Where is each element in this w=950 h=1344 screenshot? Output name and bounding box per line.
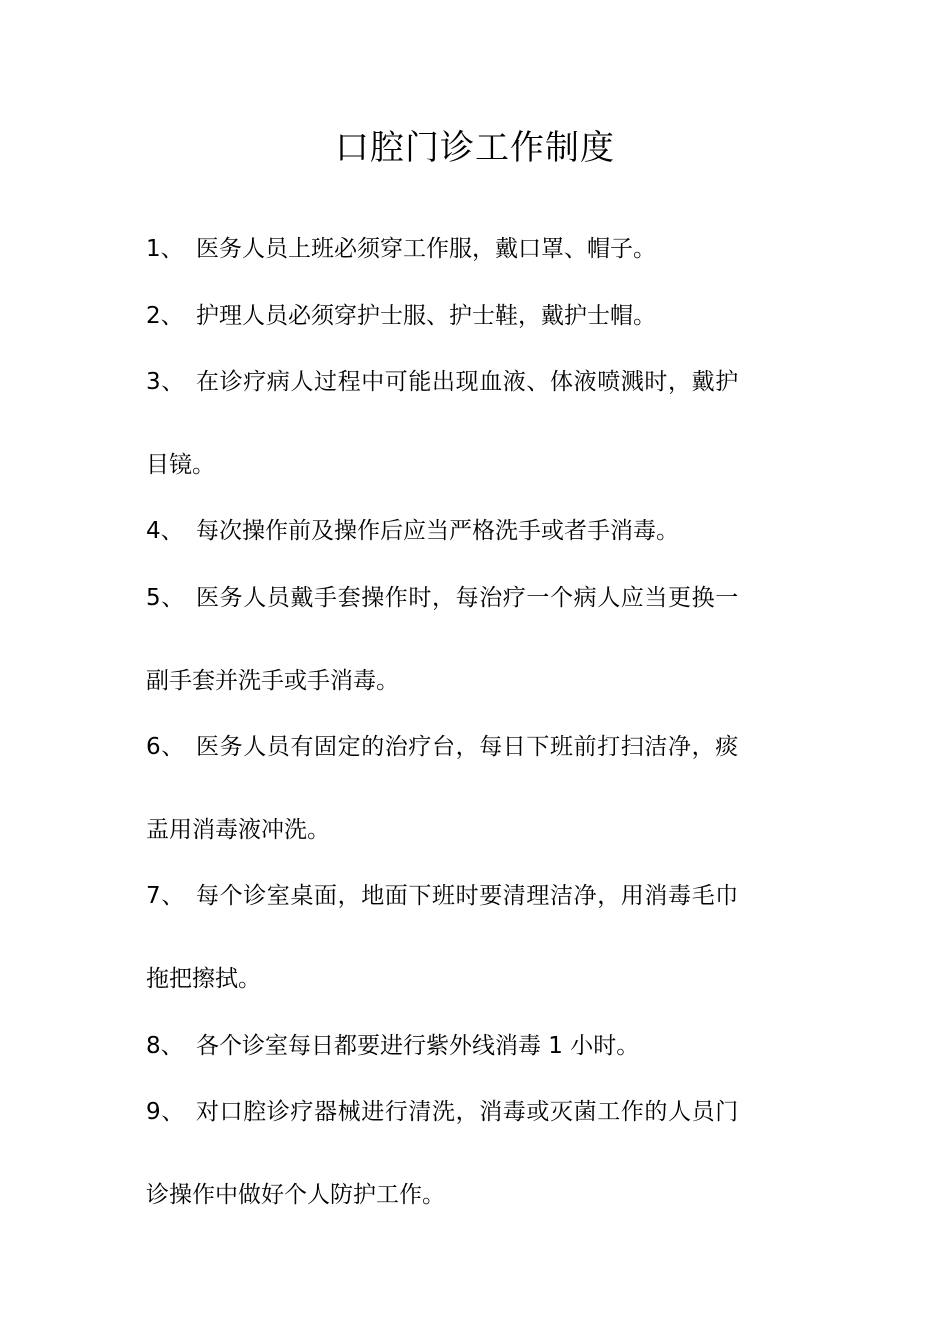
item-number: 7、 (146, 883, 185, 909)
item-number: 3、 (146, 369, 185, 395)
list-item-2 (146, 299, 656, 333)
list-item-6-continuation (146, 813, 330, 847)
item-number: 8、 (146, 1033, 184, 1059)
item-text-continuation: 目镜。 (146, 452, 215, 478)
list-item-6 (146, 730, 739, 764)
list-item-9-continuation (146, 1178, 445, 1212)
list-item-5-continuation (146, 664, 399, 698)
item-text: 医务人员有固定的治疗台，每日下班前打扫洁净，痰 (196, 734, 739, 760)
list-item-4 (146, 514, 679, 548)
list-item-8 (146, 1029, 639, 1063)
item-number: 1、 (146, 236, 184, 262)
item-text-continuation: 盂用消毒液冲洗。 (146, 817, 330, 843)
list-item-1 (146, 232, 656, 266)
item-number: 5、 (146, 585, 185, 611)
list-item-5 (146, 581, 739, 615)
item-text: 护理人员必须穿护士服、护士鞋，戴护士帽。 (196, 303, 656, 329)
item-text-continuation: 诊操作中做好个人防护工作。 (146, 1182, 445, 1208)
list-item-9 (146, 1095, 739, 1129)
list-item-3 (146, 365, 739, 399)
item-text: 对口腔诊疗器械进行清洗，消毒或灭菌工作的人员门 (196, 1099, 739, 1125)
item-number: 2、 (146, 303, 184, 329)
item-text: 在诊疗病人过程中可能出现血液、体液喷溅时，戴护 (196, 369, 739, 395)
item-text: 各个诊室每日都要进行紫外线消毒 1 小时。 (196, 1033, 640, 1059)
item-number: 9、 (146, 1099, 185, 1125)
item-text-continuation: 拖把擦拭。 (146, 966, 261, 992)
item-text: 每个诊室桌面，地面下班时要清理洁净，用消毒毛巾 (196, 883, 739, 909)
item-text: 医务人员上班必须穿工作服，戴口罩、帽子。 (196, 236, 656, 262)
item-text-continuation: 副手套并洗手或手消毒。 (146, 668, 399, 694)
document-title: 口腔门诊工作制度 (335, 128, 615, 168)
list-item-7 (146, 879, 739, 913)
item-text: 医务人员戴手套操作时，每治疗一个病人应当更换一 (196, 585, 739, 611)
item-number: 4、 (146, 518, 184, 544)
item-number: 6、 (146, 734, 185, 760)
list-item-3-continuation (146, 448, 215, 482)
item-text: 每次操作前及操作后应当严格洗手或者手消毒。 (196, 518, 679, 544)
list-item-7-continuation (146, 962, 261, 996)
